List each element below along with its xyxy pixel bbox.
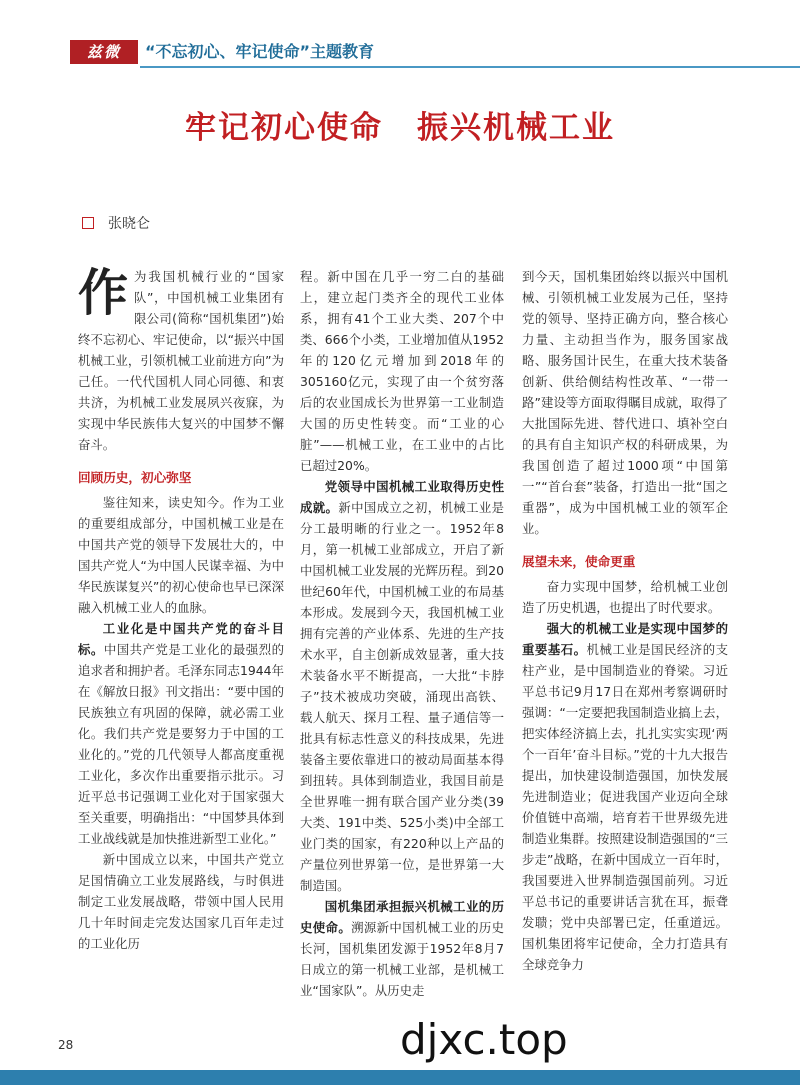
paragraph: 鉴往知来，读史知今。作为工业的重要组成部分，中国机械工业是在中国共产党的领导下发展壮大的，中国共产党人“为中国人民谋幸福、为中华民族谋复兴”的初心使命也早已深深融入机械工业人的血脉。	[78, 495, 284, 615]
paragraph-lead: 国机集团承担振兴机械工业的历史使命。	[300, 899, 504, 935]
drop-cap: 作	[78, 266, 128, 322]
text-column-2	[300, 266, 504, 1026]
paragraph-lead: 强大的机械工业是实现中国梦的重要基石。	[522, 621, 728, 657]
page-number: 28	[58, 1038, 74, 1052]
paragraph: 国机集团承担振兴机械工业的历史使命。溯源新中国机械工业的历史长河，国机集团发源于1952年8月7日成立的第一机械工业部，是机械工业“国家队”。从历史走	[300, 899, 504, 998]
intro-paragraph: 作为我国机械行业的“国家队”，中国机械工业集团有限公司(简称“国机集团”)始终不忘初心、牢记使命，以“振兴中国机械工业，引领机械工业前进方向”为己任。一代代国机人同心同德、和衷共济，为机械工业发展夙兴夜寐，为实现中华民族伟大复兴的中国梦不懈奋斗。	[78, 266, 284, 452]
paragraph: 新中国成立以来，中国共产党立足国情确立工业发展路线，与时俱进制定工业发展战略，带领中国人民用几十年时间走完发达国家几百年走过的工业化历	[78, 852, 284, 951]
article-title-part1: 牢记初心使命	[185, 110, 383, 146]
section-heading-history: 回顾历史，初心弥坚	[78, 470, 192, 485]
header-divider	[140, 66, 800, 68]
column-header	[0, 36, 800, 70]
footer-bar	[0, 1070, 800, 1085]
article-title	[0, 108, 800, 148]
byline	[82, 214, 150, 234]
column-badge: 兹微	[70, 40, 138, 64]
paragraph: 到今天，国机集团始终以振兴中国机械、引领机械工业发展为己任，坚持党的领导、坚持正确方向，整合核心力量、主动担当作为，服务国家战略、服务国计民生，在重大技术装备创新、供给侧结构性改革、“一带一路”建设等方面取得瞩目成就，取得了大批国际先进、替代进口、填补空白的具有自主知识产权的科研成果，为我国创造了超过1000项“中国第一”“首台套”装备，打造出一批“国之重器”，成为中国机械工业的领军企业。	[522, 269, 728, 536]
section-heading-future: 展望未来，使命更重	[522, 554, 636, 569]
article-title-part2: 振兴机械工业	[417, 110, 615, 146]
paragraph: 奋力实现中国梦，给机械工业创造了历史机遇，也提出了时代要求。	[522, 579, 728, 615]
column-title: “不忘初心、牢记使命”主题教育	[145, 42, 375, 61]
watermark: djxc.top	[400, 1015, 568, 1064]
paragraph: 程。新中国在几乎一穷二白的基础上，建立起门类齐全的现代工业体系，拥有41个工业大类、207个中类、666个小类，工业增加值从1952年的120亿元增加到2018年的305160亿元，实现了由一个贫穷落后的农业国成长为世界第一工业制造大国的历史性转变。而“工业的心脏”——机械工业，在工业中的占比已超过20%。	[300, 269, 504, 473]
text-column-3	[522, 266, 728, 1026]
paragraph-lead: 工业化是中国共产党的奋斗目标。	[78, 621, 284, 657]
square-icon	[82, 217, 94, 229]
paragraph-lead: 党领导中国机械工业取得历史性成就。	[300, 479, 504, 515]
paragraph: 党领导中国机械工业取得历史性成就。新中国成立之初，机械工业是分工最明晰的行业之一。1952年8月，第一机械工业部成立，开启了新中国机械工业发展的光辉历程。到20世纪60年代，中国机械工业的布局基本形成。发展到今天，我国机械工业拥有完善的产业体系、先进的生产技术水平，自主创新成效显著，重大技术装备水平不断提高，一大批“卡脖子”技术被成功突破，涌现出高铁、载人航天、探月工程、量子通信等一批具有标志性意义的科技成果，先进装备主要依靠进口的被动局面基本得到扭转。具体到制造业，我国目前是全世界唯一拥有联合国产业分类(39大类、191中类、525小类)中全部工业门类的国家，有220种以上产品的产量位列世界第一位，是世界第一大制造国。	[300, 479, 504, 893]
paragraph: 强大的机械工业是实现中国梦的重要基石。机械工业是国民经济的支柱产业，是中国制造业的脊梁。习近平总书记9月17日在郑州考察调研时强调：“一定要把我国制造业搞上去，把实体经济搞上去，扎扎实实实现‘两个一百年’奋斗目标。”党的十九大报告提出，加快建设制造强国，加快发展先进制造业；促进我国产业迈向全球价值链中高端，培育若干世界级先进制造业集群。按照建设制造强国的“三步走”战略，在新中国成立一百年时，我国要进入世界制造强国前列。习近平总书记的重要讲话言犹在耳，振聋发聩；党中央部署已定，任重道远。国机集团将牢记使命，全力打造具有全球竞争力	[522, 621, 728, 972]
paragraph: 工业化是中国共产党的奋斗目标。中国共产党是工业化的最强烈的追求者和拥护者。毛泽东同志1944年在《解放日报》刊文指出：“要中国的民族独立有巩固的保障，就必需工业化。我们共产党是要努力于中国的工业化的。”党的几代领导人都高度重视工业化，多次作出重要指示批示。习近平总书记强调工业化对于国家强大至关重要，明确指出：“中国梦具体到工业战线就是加快推进新型工业化。”	[78, 621, 284, 846]
author-name: 张晓仑	[108, 216, 150, 232]
text-column-1	[78, 266, 284, 1026]
